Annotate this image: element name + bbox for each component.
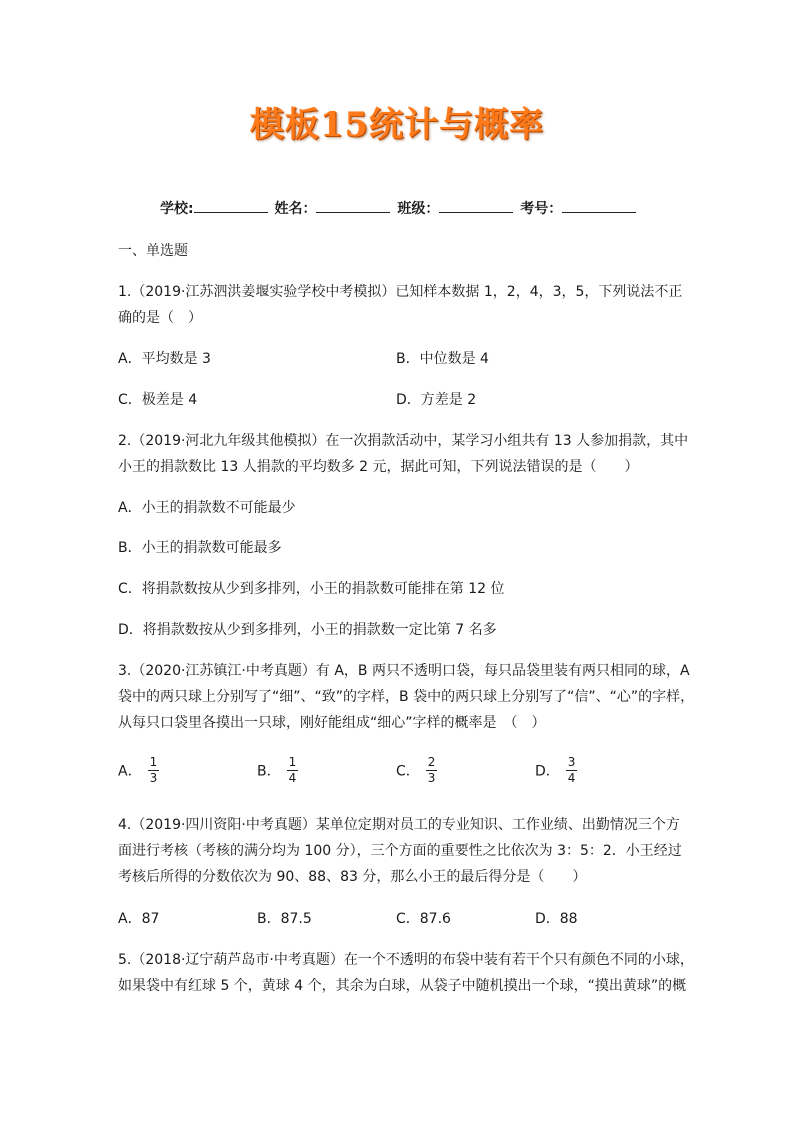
q3-option-b-label: B． — [257, 763, 281, 780]
q3-option-c-numerator: 2 — [427, 755, 436, 769]
class-blank[interactable] — [439, 198, 513, 213]
q1-text-line2: 确的是（ ） — [118, 310, 202, 326]
q3-option-a-fraction — [148, 755, 160, 786]
q3-text-line2: 袋中的两只球上分别写了“细”、“致”的字样，B 袋中的两只球上分别写了“信”、“心”的字样， — [118, 689, 695, 705]
q4-option-a: A．87 — [118, 911, 160, 927]
q4-text-line3: 考核后所得的分数依次为 90、88、83 分，那么小王的最后得分是（ ） — [118, 869, 587, 885]
q1-text-line1: 1.（2019·江苏泗洪姜堰实验学校中考模拟）已知样本数据 1，2，4，3，5，下列说法不正 — [118, 284, 683, 300]
name-blank[interactable] — [316, 198, 390, 213]
q3-option-d — [535, 755, 577, 786]
q1-option-b: B．中位数是 4 — [396, 351, 489, 367]
q3-option-b — [257, 755, 298, 786]
q2-option-b: B．小王的捐款数可能最多 — [118, 540, 282, 556]
q3-option-b-numerator: 1 — [288, 755, 297, 769]
student-info-row — [160, 198, 638, 218]
q3-option-c — [396, 755, 437, 786]
q3-option-b-fraction — [287, 755, 299, 786]
q4-option-d: D．88 — [535, 911, 578, 927]
exam-no-label: 考号： — [520, 201, 563, 217]
name-label: 姓名： — [274, 201, 317, 217]
q3-option-d-numerator: 3 — [567, 755, 576, 769]
q3-option-a-label: A． — [118, 763, 142, 780]
q5-text-line2: 如果袋中有红球 5 个，黄球 4 个，其余为白球，从袋子中随机摸出一个球，“摸出黄球”的概 — [118, 978, 687, 994]
q3-option-b-denominator: 4 — [288, 771, 297, 785]
q1-option-c: C．极差是 4 — [118, 392, 198, 408]
page-title: 模板15统计与概率 — [249, 105, 545, 145]
q5-text-line1: 5.（2018·辽宁葫芦岛市·中考真题）在一个不透明的布袋中装有若干个只有颜色不同的小球， — [118, 952, 694, 968]
q3-option-c-denominator: 3 — [427, 771, 436, 785]
q2-option-a: A．小王的捐款数不可能最少 — [118, 500, 296, 516]
q3-option-d-fraction — [566, 755, 578, 786]
q3-option-d-denominator: 4 — [567, 771, 576, 785]
exam-no-blank[interactable] — [562, 198, 636, 213]
q3-text-line1: 3.（2020·江苏镇江·中考真题）有 A，B 两只不透明口袋，每只品袋里装有两只相同的球，A — [118, 663, 690, 679]
q4-text-line1: 4.（2019·四川资阳·中考真题）某单位定期对员工的专业知识、工作业绩、出勤情况三个方 — [118, 817, 680, 833]
q2-text-line1: 2.（2019·河北九年级其他模拟）在一次捐款活动中，某学习小组共有 13 人参加捐款，其中 — [118, 433, 689, 449]
class-label: 班级： — [397, 201, 440, 217]
school-label: 学校: — [160, 201, 194, 217]
q4-option-b: B．87.5 — [257, 911, 312, 927]
q3-option-a — [118, 755, 159, 786]
q3-option-c-fraction — [426, 755, 438, 786]
q4-option-c: C．87.6 — [396, 911, 451, 927]
section-heading: 一、单选题 — [118, 243, 188, 259]
q3-option-a-numerator: 1 — [149, 755, 158, 769]
school-blank[interactable] — [194, 198, 268, 213]
q3-text-line3: 从每只口袋里各摸出一只球，刚好能组成“细心”字样的概率是 （ ） — [118, 715, 546, 731]
q1-option-d: D．方差是 2 — [396, 392, 477, 408]
q3-option-a-denominator: 3 — [149, 771, 158, 785]
q4-text-line2: 面进行考核（考核的满分均为 100 分），三个方面的重要性之比依次为 3：5：2．小王经过 — [118, 843, 682, 859]
q2-option-c: C．将捐款数按从少到多排列，小王的捐款数可能排在第 12 位 — [118, 581, 505, 597]
q3-option-d-label: D． — [535, 763, 560, 780]
q1-option-a: A．平均数是 3 — [118, 351, 211, 367]
q2-text-line2: 小王的捐款数比 13 人捐款的平均数多 2 元，据此可知，下列说法错误的是（ ） — [118, 459, 639, 475]
q3-option-c-label: C． — [396, 763, 420, 780]
q2-option-d: D．将捐款数按从少到多排列，小王的捐款数一定比第 7 名多 — [118, 622, 497, 638]
